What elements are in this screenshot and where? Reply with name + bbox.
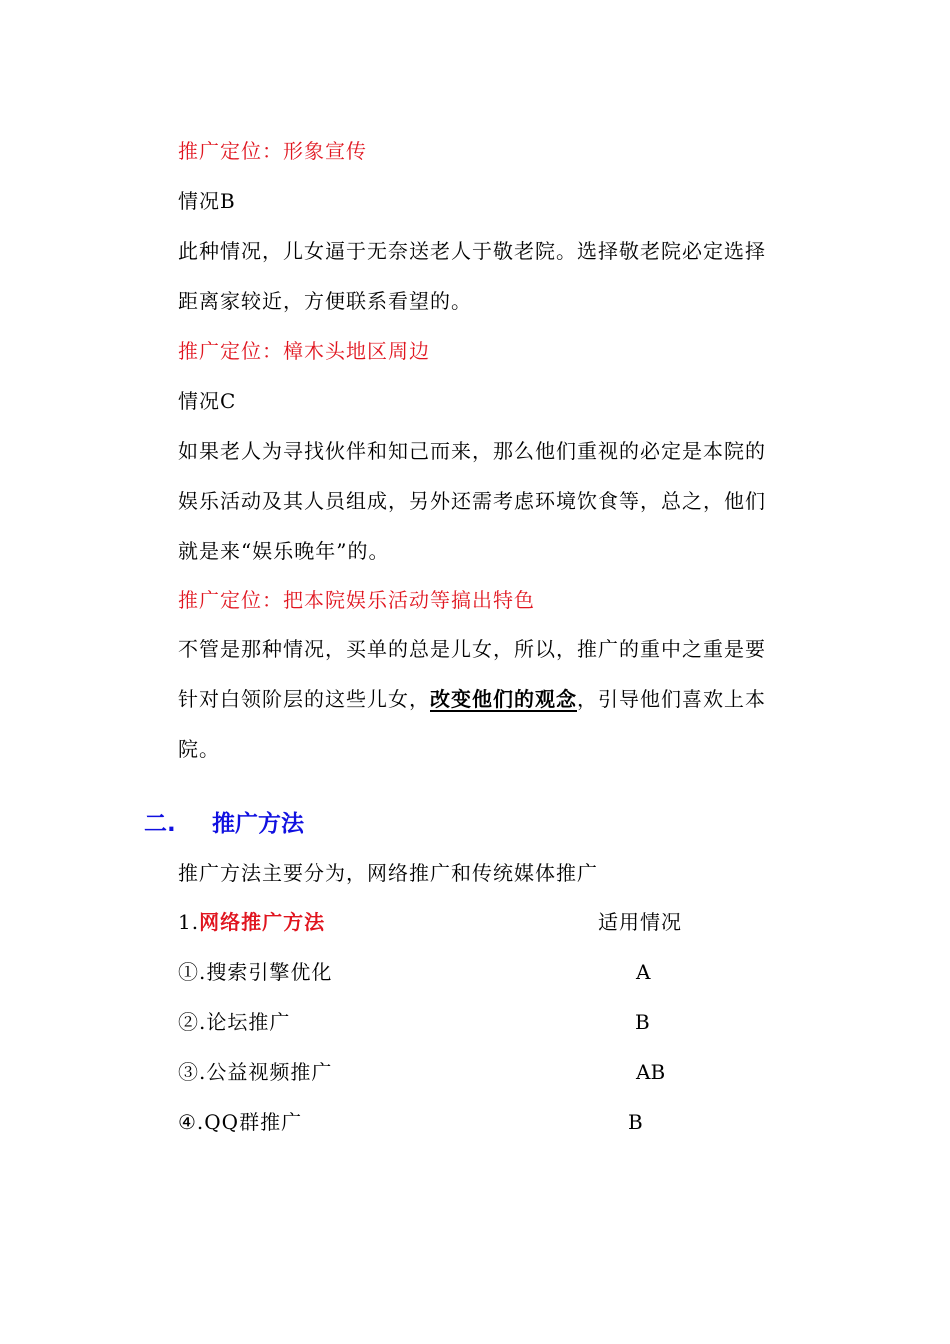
case-b-paragraph-line-1: 此种情况，儿女逼于无奈送老人于敬老院。选择敬老院必定选择 xyxy=(178,239,766,263)
section-title: 推广方法 xyxy=(212,811,304,837)
method-item-case: B xyxy=(628,1110,643,1134)
summary-line-3: 院。 xyxy=(178,737,220,761)
case-b-title: 情况B xyxy=(178,189,236,213)
list-title: 网络推广方法 xyxy=(199,910,326,934)
emphasized-phrase: 改变他们的观念 xyxy=(430,687,577,711)
case-b-paragraph-line-2: 距离家较近，方便联系看望的。 xyxy=(178,289,472,313)
list-number: 1. xyxy=(178,910,200,934)
summary-line-2-end: ，引导他们喜欢上本 xyxy=(577,687,766,711)
section-number: 二. xyxy=(144,811,176,837)
section-heading xyxy=(144,809,304,839)
method-item-label: ③.公益视频推广 xyxy=(178,1060,333,1084)
positioning-label-location: 推广定位：樟木头地区周边 xyxy=(178,339,430,363)
applicable-case-header: 适用情况 xyxy=(598,910,682,934)
methods-list-heading xyxy=(178,909,325,935)
method-item-case: AB xyxy=(636,1060,666,1084)
case-c-paragraph-line-2: 娱乐活动及其人员组成，另外还需考虑环境饮食等，总之，他们 xyxy=(178,489,766,513)
positioning-label-image: 推广定位：形象宣传 xyxy=(178,139,367,163)
summary-line-2 xyxy=(178,686,766,712)
method-item-case: B xyxy=(635,1010,650,1034)
method-item-label: ④.QQ群推广 xyxy=(178,1110,303,1134)
case-c-paragraph-line-3: 就是来“娱乐晚年”的。 xyxy=(178,539,390,563)
summary-line-1: 不管是那种情况，买单的总是儿女，所以，推广的重中之重是要 xyxy=(178,637,766,661)
method-item-label: ②.论坛推广 xyxy=(178,1010,291,1034)
methods-intro: 推广方法主要分为，网络推广和传统媒体推广 xyxy=(178,861,598,885)
case-c-paragraph-line-1: 如果老人为寻找伙伴和知己而来，那么他们重视的必定是本院的 xyxy=(178,439,766,463)
positioning-label-activities: 推广定位：把本院娱乐活动等搞出特色 xyxy=(178,588,535,612)
method-item-case: A xyxy=(636,960,651,984)
method-item-label: ①.搜索引擎优化 xyxy=(178,960,333,984)
case-c-title: 情况C xyxy=(178,389,237,413)
summary-line-2-start: 针对白领阶层的这些儿女， xyxy=(178,687,430,711)
